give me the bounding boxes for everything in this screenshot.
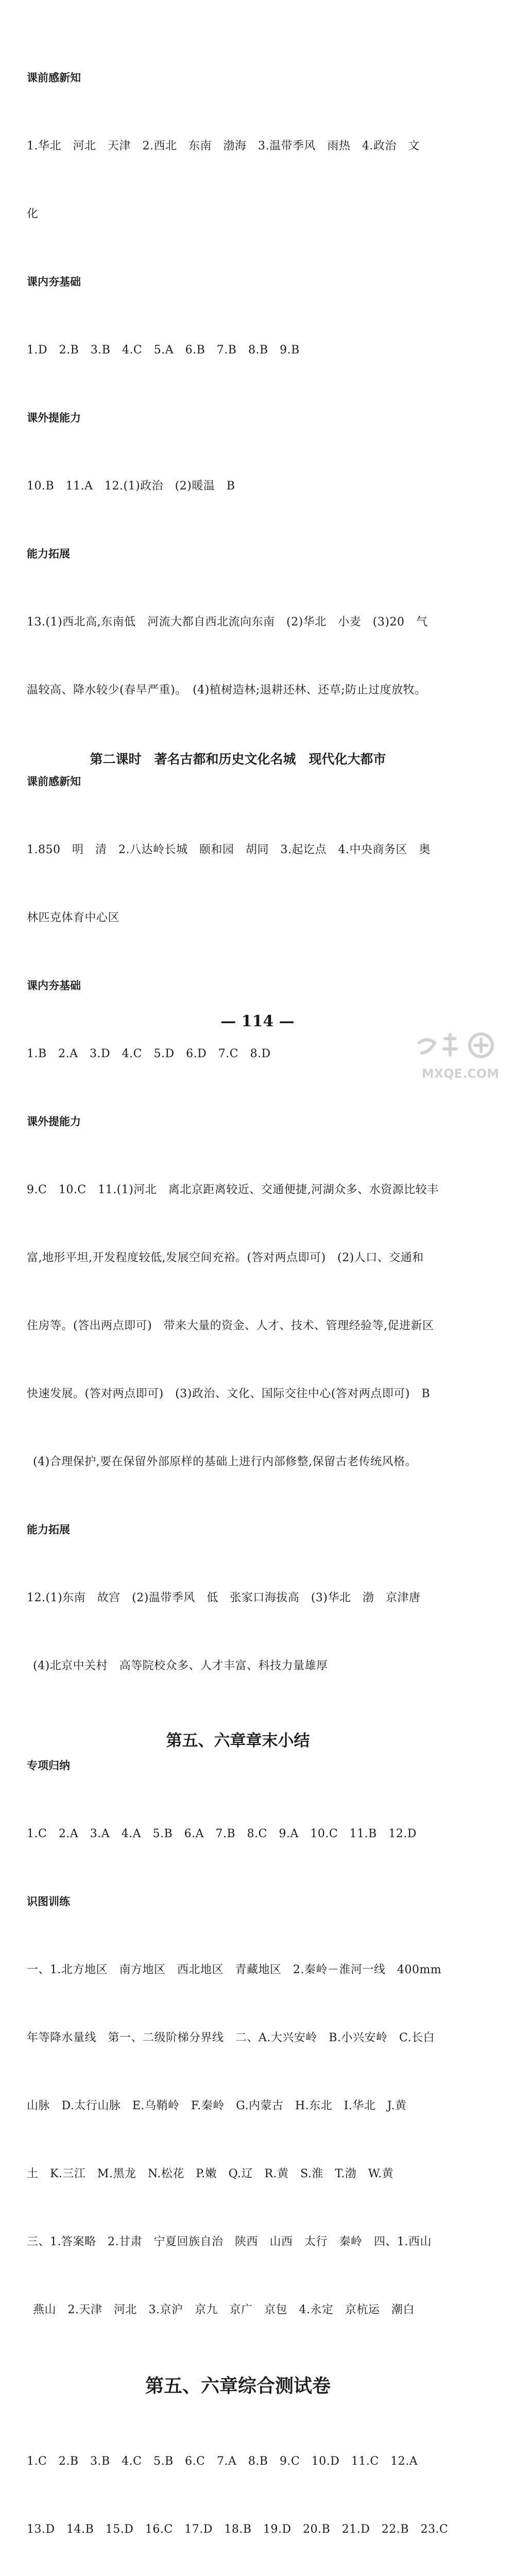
section-label-preview: 课前感新知 [27, 72, 81, 84]
answer-line: 1.B 2.A 3.D 4.C 5.D 6.D 7.C 8.D [27, 1047, 271, 1060]
section-label-preview: 课前感新知 [27, 775, 81, 788]
answers-ability [27, 1133, 449, 1519]
answer-line: 1.C 2.A 3.A 4.A 5.B 6.A 7.B 8.C 9.A 10.C 11.B 12.D [27, 1827, 417, 1840]
watermark-logo [409, 1027, 512, 1084]
answer-line: 燕山 2.天津 河北 3.京沪 京九 京广 京包 4.永定 京杭运 潮白 [33, 2303, 415, 2316]
answer-line: 13.D 14.B 15.D 16.C 17.D 18.B 19.D 20.B 21.D 22.B 23.C [27, 2523, 449, 2536]
answer-line: 1.850 明 清 2.八达岭长城 颐和园 胡同 3.起讫点 4.中央商务区 奥 [27, 843, 431, 856]
answers-preview [27, 90, 449, 271]
answer-line: 13.(1)西北高,东南低 河流大都自西北流向东南 (2)华北 小麦 (3)20 气 [27, 616, 428, 629]
answer-line: 三、1.答案略 2.甘肃 宁夏回族自治 陕西 山西 太行 秦岭 四、1.西山 [27, 2235, 432, 2248]
answer-line: 快速发展。(答对两点即可) (3)政治、文化、国际交往中心(答对两点即可) B [27, 1387, 431, 1400]
answer-line: 山脉 D.太行山脉 E.乌鞘岭 F.秦岭 G.内蒙古 H.东北 I.华北 J.黄 [27, 2099, 407, 2112]
answer-line: (4)北京中关村 高等院校众多、人才丰富、科技力量雄厚 [33, 1659, 328, 1672]
section-label-basics: 课内夯基础 [27, 276, 81, 288]
answer-line: 1.华北 河北 天津 2.西北 东南 渤海 3.温带季风 雨热 4.政治 文 [27, 140, 420, 152]
section-label-extension: 能力拓展 [27, 548, 70, 560]
section-label-ability: 课外提能力 [27, 412, 81, 424]
answer-line: 12.(1)东南 故宫 (2)温带季风 低 张家口海拔高 (3)华北 渤 京津唐 [27, 1591, 421, 1604]
section-label-extension: 能力拓展 [27, 1523, 70, 1536]
answer-line: (4)合理保护,要在保留外部原样的基础上进行内部修整,保留古老传统风格。 [33, 1455, 417, 1468]
chapter-summary-title: 第五、六章章末小结 [166, 1732, 310, 1750]
section-label-review: 专项归纳 [27, 1759, 70, 1772]
answers-test [27, 2405, 449, 2576]
answers-basics [27, 294, 449, 407]
section-label-basics: 课内夯基础 [27, 979, 81, 992]
answer-line: 9.C 10.C 11.(1)河北 离北京距离较近、交通便捷,河湖众多、水资源比较丰 [27, 1183, 439, 1196]
answers-extension [27, 1541, 449, 1723]
page-number: — 114 — [220, 1012, 295, 1030]
answer-line: 温较高、降水较少(春旱严重)。 (4)植树造林;退耕还林、还草;防止过度放牧。 [27, 684, 426, 697]
answer-line: 1.D 2.B 3.B 4.C 5.A 6.B 7.B 8.B 9.B [27, 344, 300, 357]
answers-ability [27, 430, 449, 543]
test-title: 第五、六章综合测试卷 [145, 2376, 331, 2397]
section-label-map-training: 识图训练 [27, 1895, 70, 1908]
answer-line: 一、1.北方地区 南方地区 西北地区 青藏地区 2.秦岭－淮河一线 400mm [27, 1963, 442, 1976]
answer-line: 住房等。(答出两点即可) 带来大量的资金、人才、技术、管理经验等,促进新区 [27, 1319, 434, 1332]
answers-map-training [27, 1913, 449, 2367]
answer-line: 土 K.三江 M.黑龙 N.松花 P.嫩 Q.辽 R.黄 S.淮 T.渤 W.黄 [27, 2167, 394, 2180]
lesson-title: 第二课时 著名古都和历史文化名城 现代化大都市 [90, 752, 386, 767]
section-label-ability: 课外提能力 [27, 1115, 81, 1128]
answer-line: 林匹克体育中心区 [27, 911, 120, 924]
watermark-text: MXQE.COM [421, 1066, 500, 1081]
answer-line: 化 [27, 208, 39, 221]
answers-review [27, 1777, 449, 1891]
answer-line: 10.B 11.A 12.(1)政治 (2)暖温 B [27, 480, 235, 493]
answers-extension [27, 566, 449, 747]
answer-line: 1.C 2.B 3.B 4.C 5.B 6.C 7.A 8.B 9.C 10.D 11.C 12.A [27, 2455, 418, 2468]
answer-line: 年等降水量线 第一、二级阶梯分界线 二、A.大兴安岭 B.小兴安岭 C.长白 [27, 2031, 435, 2044]
answer-line: 富,地形平坦,开发程度较低,发展空间充裕。(答对两点即可) (2)人口、交通和 [27, 1251, 424, 1264]
answer-page [27, 67, 449, 2576]
answers-preview [27, 793, 449, 975]
